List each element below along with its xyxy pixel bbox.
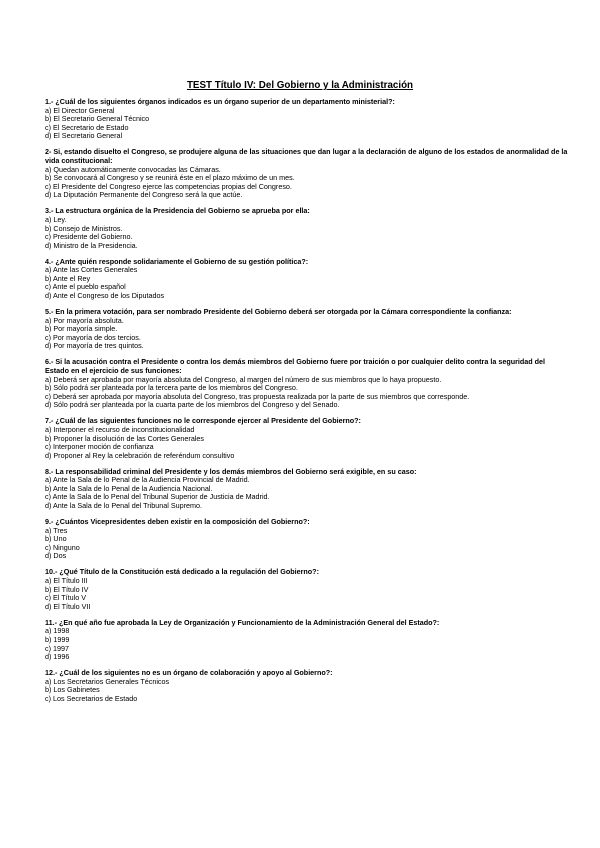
answer-option: c) 1997 [45, 643, 69, 653]
answer-option: a) Ante las Cortes Generales [45, 265, 138, 275]
answer-option: d) El Título VII [45, 601, 91, 611]
answer-option: c) Deberá ser aprobada por mayoría absoluta del Congreso, tras propuesta realizada por la parte de sus miembros que corresponde. [45, 391, 470, 401]
answer-option: c) Por mayoría de dos tercios. [45, 332, 141, 342]
question-block [45, 207, 570, 250]
answer-option: b) El Secretario General Técnico [45, 114, 150, 124]
question-text: 5.- En la primera votación, para ser nombrado Presidente del Gobierno deberá ser otorgada por la Cámara correspondiente la confianza: [45, 307, 512, 317]
question-text: 4.- ¿Ante quién responde solidariamente el Gobierno de su gestión política?: [45, 256, 309, 266]
question-text: 1.- ¿Cuál de los siguientes órganos indicados es un órgano superior de un departamento ministerial?: [45, 97, 395, 106]
answer-option: c) Interponer moción de confianza [45, 442, 154, 452]
answer-option: a) Deberá ser aprobada por mayoría absoluta del Congreso, al margen del número de sus miembros que lo haya propuesto. [45, 374, 442, 384]
answer-option: d) Por mayoría de tres quintos. [45, 341, 144, 351]
question-text: 8.- La responsabilidad criminal del Presidente y los demás miembros del Gobierno será exigible, en su caso: [45, 466, 417, 476]
answer-option: d) Sólo podrá ser planteada por la cuarta parte de los miembros del Congreso y del Senado. [45, 400, 340, 410]
answer-option: b) Ante la Sala de lo Penal de la Audiencia Nacional. [45, 483, 213, 493]
answer-option: d) Proponer al Rey la celebración de referéndum consultivo [45, 450, 235, 460]
answer-option: c) Ante el pueblo español [45, 282, 126, 292]
answer-option: a) Ley. [45, 214, 67, 224]
answer-option: b) Los Gabinetes [45, 685, 100, 695]
answer-option: a) Tres [45, 525, 68, 535]
question-block [45, 98, 570, 141]
question-block [45, 568, 570, 611]
question-block [45, 308, 570, 351]
question-list [45, 98, 570, 711]
answer-option: b) Se convocará al Congreso y se reunirá éste en el plazo máximo de un mes. [45, 173, 295, 183]
answer-option: c) Presidente del Gobierno. [45, 232, 133, 242]
answer-option: c) El Secretario de Estado [45, 122, 129, 132]
question-text: 11.- ¿En qué año fue aprobada la Ley de Organización y Funcionamiento de la Administración General del Estado?: [45, 617, 440, 627]
question-text: 2- Si, estando disuelto el Congreso, se produjere alguna de las situaciones que dan lugar a la declaración de alguno de los estados de anormalidad de la vida constitucional: [45, 147, 568, 165]
question-text: 6.- Si la acusación contra el Presidente o contra los demás miembros del Gobierno fuere por traición o por cualquier delito contra la seguridad del Estado en el ejercicio de sus funciones: [45, 357, 546, 375]
question-block [45, 417, 570, 460]
answer-option: a) Por mayoría absoluta. [45, 315, 124, 325]
question-block [45, 619, 570, 662]
question-block [45, 518, 570, 561]
answer-option: b) El Título IV [45, 584, 89, 594]
answer-option: a) Interponer el recurso de inconstitucionalidad [45, 424, 195, 434]
answer-option: d) Ministro de la Presidencia. [45, 240, 138, 250]
answer-option: d) Ante el Congreso de los Diputados [45, 291, 165, 301]
answer-option: b) Proponer la disolución de las Cortes Generales [45, 433, 205, 443]
answer-option: b) Consejo de Ministros. [45, 223, 123, 233]
question-text: 12.- ¿Cuál de los siguientes no es un órgano de colaboración y apoyo al Gobierno?: [45, 668, 333, 678]
answer-option: b) Por mayoría simple. [45, 324, 118, 334]
question-block [45, 669, 570, 703]
answer-option: a) Ante la Sala de lo Penal de la Audiencia Provincial de Madrid. [45, 475, 250, 485]
answer-option: d) El Secretario General [45, 131, 123, 141]
question-block [45, 358, 570, 410]
answer-option: b) 1999 [45, 634, 70, 644]
answer-option: a) 1998 [45, 626, 70, 636]
question-block [45, 258, 570, 301]
answer-option: d) La Diputación Permanente del Congreso será la que actúe. [45, 190, 243, 200]
answer-option: c) Ninguno [45, 542, 80, 552]
question-text: 7.- ¿Cuál de las siguientes funciones no le corresponde ejercer al Presidente del Gobierno?: [45, 416, 361, 426]
answer-option: a) El Título III [45, 576, 88, 586]
question-text: 9.- ¿Cuántos Vicepresidentes deben existir en la composición del Gobierno?: [45, 517, 310, 527]
answer-option: a) Los Secretarios Generales Técnicos [45, 676, 170, 686]
answer-option: b) Uno [45, 534, 67, 544]
answer-option: d) Ante la Sala de lo Penal del Tribunal Supremo. [45, 501, 203, 511]
answer-option: d) 1996 [45, 652, 70, 662]
answer-option: b) Sólo podrá ser planteada por la tercera parte de los miembros del Congreso. [45, 383, 298, 393]
question-text: 10.- ¿Qué Título de la Constitución está dedicado a la regulación del Gobierno?: [45, 567, 319, 577]
question-block [45, 148, 570, 200]
question-text: 3.- La estructura orgánica de la Presidencia del Gobierno se aprueba por ella: [45, 206, 310, 216]
answer-option: d) Dos [45, 551, 67, 561]
answer-option: b) Ante el Rey [45, 273, 91, 283]
page-title: TEST Título IV: Del Gobierno y la Administración [186, 80, 414, 91]
question-block [45, 468, 570, 511]
answer-option: a) El Director General [45, 105, 115, 115]
answer-option: c) Los Secretarios de Estado [45, 693, 138, 703]
answer-option: c) Ante la Sala de lo Penal del Tribunal Superior de Justicia de Madrid. [45, 492, 270, 502]
answer-option: c) El Presidente del Congreso ejerce las competencias propias del Congreso. [45, 181, 292, 191]
answer-option: c) El Título V [45, 593, 87, 603]
answer-option: a) Quedan automáticamente convocadas las Cámaras. [45, 164, 221, 174]
